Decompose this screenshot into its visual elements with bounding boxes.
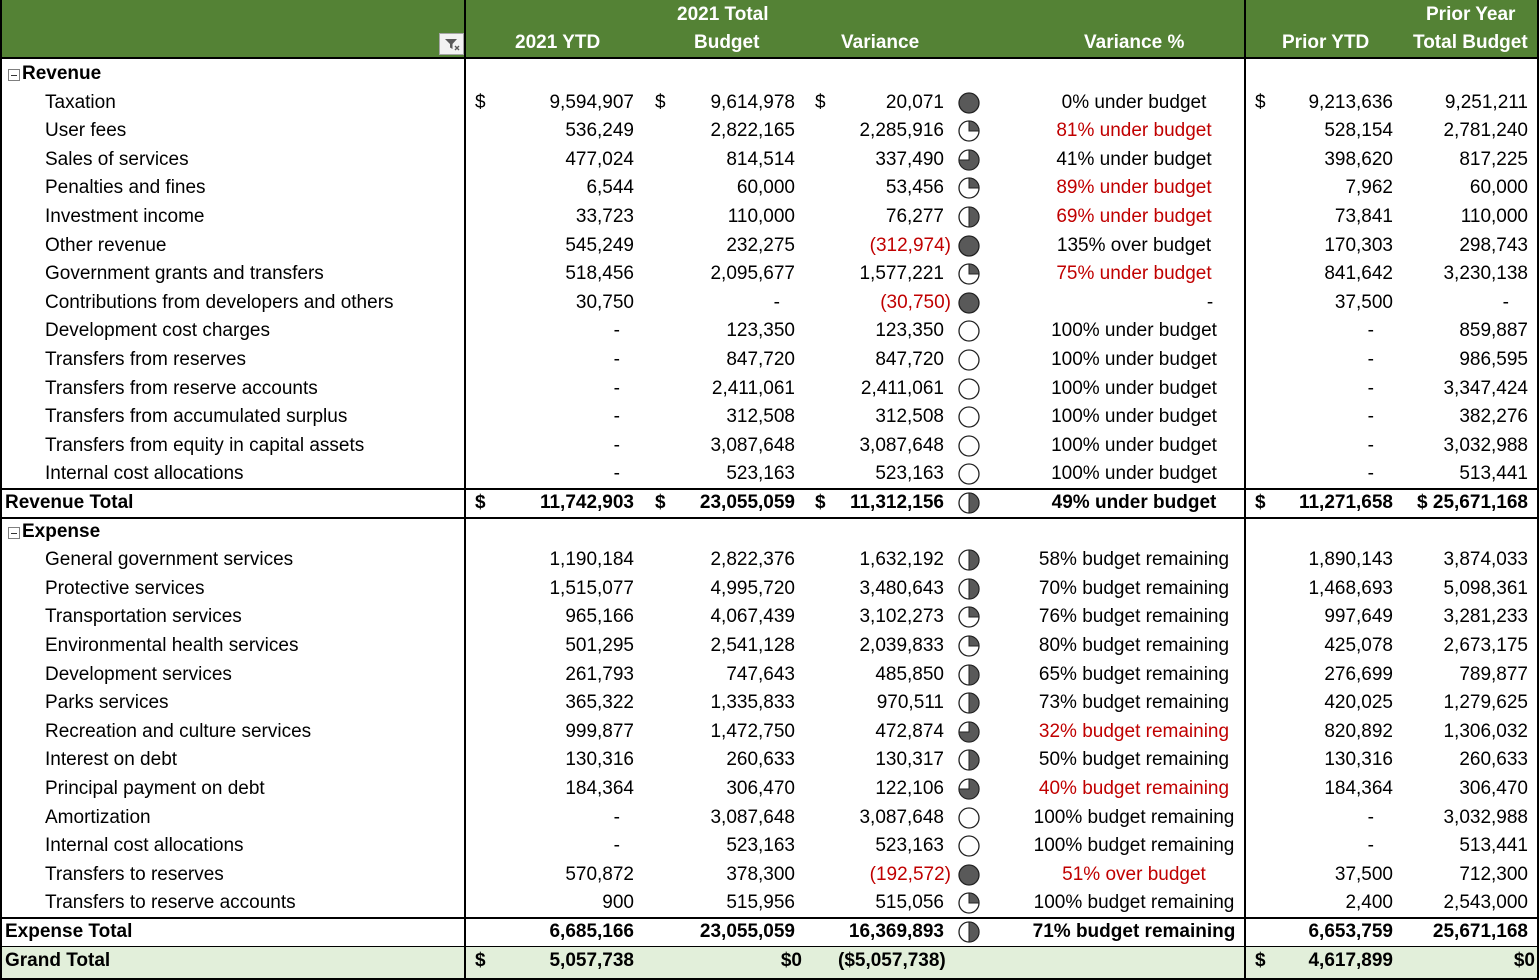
variance-pct-value[interactable]: 58% budget remaining	[1038, 549, 1230, 571]
ytd-value[interactable]: -	[613, 320, 620, 342]
header-budget[interactable]: Budget	[694, 32, 760, 53]
prior-budget-value[interactable]: 986,595	[1459, 349, 1528, 370]
column-border	[464, 0, 466, 980]
ytd-value[interactable]: 900	[602, 892, 634, 914]
variance-pie-icon	[958, 463, 980, 485]
variance-pie-icon	[958, 320, 980, 342]
prior-budget-value[interactable]: 25,671,168	[1432, 921, 1528, 942]
budget-value[interactable]: 1,472,750	[710, 720, 795, 742]
variance-value[interactable]: 970,511	[876, 692, 944, 714]
table-row[interactable]	[0, 174, 1539, 202]
row-label[interactable]: Principal payment on debt	[45, 778, 265, 799]
variance-pie-icon	[958, 721, 980, 743]
variance-value[interactable]: 337,490	[875, 148, 944, 170]
variance-value[interactable]: 3,087,648	[859, 806, 944, 828]
prior-budget-value[interactable]: 859,887	[1459, 320, 1528, 342]
variance-pie-icon	[958, 864, 980, 886]
budget-value[interactable]: 60,000	[736, 177, 795, 199]
row-label[interactable]: Transfers from equity in capital assets	[45, 434, 365, 456]
budget-value[interactable]: 260,633	[726, 749, 795, 771]
variance-value[interactable]: 1,577,221	[859, 263, 944, 285]
budget-value[interactable]: 2,095,677	[710, 263, 795, 285]
header-2021-ytd[interactable]: 2021 YTD	[515, 32, 601, 53]
ytd-value[interactable]: 965,166	[565, 606, 634, 628]
prior-ytd-value[interactable]: -	[1367, 806, 1374, 828]
prior-ytd-value[interactable]: 184,364	[1324, 778, 1393, 799]
variance-pct-value[interactable]: 75% under budget	[1056, 263, 1212, 285]
collapse-toggle-icon[interactable]	[8, 527, 20, 539]
prior-budget-value[interactable]: 1,306,032	[1443, 720, 1528, 742]
table-row[interactable]	[0, 203, 1539, 231]
variance-value[interactable]: 3,480,643	[859, 577, 944, 599]
budget-value[interactable]: 110,000	[727, 206, 795, 227]
prior-budget-value[interactable]: 3,874,033	[1443, 549, 1528, 571]
header-prior-year-top[interactable]: Prior Year	[1426, 4, 1516, 25]
variance-pie-icon	[958, 292, 980, 314]
variance-value[interactable]: 16,369,893	[848, 921, 944, 942]
variance-value[interactable]: 523,163	[875, 463, 944, 485]
total-label[interactable]: Expense Total	[5, 921, 133, 942]
table-row[interactable]	[0, 718, 1539, 746]
budget-value[interactable]: 2,822,165	[710, 120, 795, 142]
variance-value[interactable]: 3,087,648	[859, 434, 944, 456]
table-row[interactable]	[0, 346, 1539, 374]
currency-symbol: $	[475, 91, 486, 113]
table-row[interactable]	[0, 432, 1539, 460]
prior-ytd-value[interactable]: -	[1367, 377, 1374, 399]
row-label[interactable]: Amortization	[45, 806, 151, 828]
row-label[interactable]: Interest on debt	[45, 749, 178, 771]
table-row[interactable]	[0, 746, 1539, 774]
variance-value[interactable]: 11,312,156	[849, 492, 944, 513]
budget-value[interactable]: 814,514	[726, 148, 795, 170]
row-label[interactable]: Government grants and transfers	[45, 263, 324, 285]
variance-pct-value[interactable]: 80% budget remaining	[1038, 635, 1230, 656]
prior-ytd-value[interactable]: 820,892	[1324, 720, 1393, 742]
prior-ytd-value[interactable]: 1,468,693	[1308, 577, 1393, 599]
variance-pct-value[interactable]: 100% budget remaining	[1033, 806, 1235, 828]
table-row[interactable]	[0, 889, 1539, 917]
variance-pie-icon	[958, 177, 980, 199]
variance-value[interactable]: 523,163	[875, 835, 944, 857]
ytd-value[interactable]: 999,877	[565, 720, 634, 742]
table-row[interactable]	[0, 89, 1539, 117]
variance-pct-value[interactable]: -	[1206, 291, 1214, 313]
table-row[interactable]	[0, 632, 1539, 660]
prior-budget-value[interactable]: 298,743	[1459, 234, 1528, 256]
variance-value[interactable]: (192,572)	[869, 863, 951, 885]
prior-ytd-value[interactable]: 130,316	[1324, 749, 1393, 771]
budget-value[interactable]: 3,087,648	[710, 434, 795, 456]
variance-pct-value[interactable]: 49% under budget	[1051, 492, 1217, 513]
ytd-value[interactable]: 1,515,077	[549, 577, 634, 599]
budget-value[interactable]: -	[773, 291, 780, 313]
ytd-value[interactable]: -	[613, 434, 620, 456]
budget-value[interactable]: 747,643	[726, 663, 795, 685]
ytd-value[interactable]: -	[613, 835, 620, 857]
prior-budget-value[interactable]: 3,347,424	[1443, 377, 1528, 399]
prior-budget-value[interactable]: 60,000	[1469, 177, 1528, 199]
prior-budget-value[interactable]: 3,032,988	[1443, 434, 1528, 456]
table-row[interactable]	[0, 460, 1539, 488]
currency-symbol: $	[1255, 91, 1266, 113]
row-label[interactable]: Transfers from accumulated surplus	[45, 406, 348, 428]
ytd-value[interactable]: -	[613, 349, 620, 370]
table-row[interactable]	[0, 689, 1539, 717]
budget-value[interactable]: 523,163	[726, 835, 795, 857]
budget-value[interactable]: 2,541,128	[710, 635, 795, 656]
budget-value[interactable]: 232,275	[726, 234, 795, 256]
ytd-value[interactable]: 365,322	[565, 692, 634, 714]
section-header-revenue[interactable]	[0, 60, 1539, 88]
variance-pie-icon	[958, 263, 980, 285]
row-label[interactable]: Transfers from reserves	[45, 349, 246, 370]
currency-symbol: $	[815, 492, 826, 513]
prior-ytd-value[interactable]: 37,500	[1334, 863, 1393, 885]
prior-budget-value[interactable]: 5,098,361	[1443, 577, 1528, 599]
variance-pct-value[interactable]: 76% budget remaining	[1038, 606, 1230, 628]
row-label[interactable]: Development cost charges	[45, 320, 270, 342]
variance-pct-value[interactable]: 100% under budget	[1051, 377, 1217, 399]
ytd-value[interactable]: 501,295	[565, 635, 634, 656]
variance-pct-value[interactable]: 71% budget remaining	[1032, 921, 1236, 942]
table-row[interactable]	[0, 289, 1539, 317]
variance-pie-icon	[958, 835, 980, 857]
currency-symbol: $	[475, 492, 486, 513]
row-label[interactable]: Transfers from reserve accounts	[45, 377, 318, 399]
prior-budget-value[interactable]: 2,673,175	[1443, 635, 1528, 656]
currency-symbol: $	[1255, 949, 1266, 971]
variance-pie-icon	[958, 492, 980, 514]
ytd-value[interactable]: 477,024	[565, 148, 634, 170]
budget-value[interactable]: 3,087,648	[710, 806, 795, 828]
row-label[interactable]: Internal cost allocations	[45, 835, 244, 857]
variance-pie-icon	[958, 235, 980, 257]
table-row[interactable]	[0, 832, 1539, 860]
variance-pie-icon	[958, 549, 980, 571]
ytd-value[interactable]: -	[613, 806, 620, 828]
prior-ytd-value[interactable]: 420,025	[1324, 692, 1393, 714]
prior-ytd-value[interactable]: -	[1367, 349, 1374, 370]
variance-pct-value[interactable]: 89% under budget	[1056, 177, 1212, 199]
prior-ytd-value[interactable]: 7,962	[1345, 177, 1393, 199]
prior-ytd-value[interactable]: 997,649	[1324, 606, 1393, 628]
variance-pie-icon	[958, 606, 980, 628]
row-label[interactable]: Other revenue	[45, 234, 167, 256]
ytd-value[interactable]: -	[613, 377, 620, 399]
variance-pie-icon	[958, 807, 980, 829]
grand-total-row[interactable]	[0, 947, 1539, 980]
table-row[interactable]	[0, 317, 1539, 345]
currency-symbol: $	[655, 492, 666, 513]
prior-budget-value[interactable]: 789,877	[1459, 663, 1528, 685]
table-row[interactable]	[0, 146, 1539, 174]
variance-pct-value[interactable]: 81% under budget	[1056, 120, 1212, 142]
ytd-value[interactable]: 6,685,166	[549, 921, 634, 942]
variance-pie-icon	[958, 120, 980, 142]
variance-pie-icon	[958, 406, 980, 428]
variance-pie-icon	[958, 206, 980, 228]
section-label[interactable]: Revenue	[22, 63, 102, 84]
prior-ytd-value[interactable]: -	[1367, 835, 1374, 857]
row-label[interactable]: Investment income	[45, 206, 205, 227]
variance-value[interactable]: 130,317	[875, 749, 944, 771]
variance-pie-icon	[958, 778, 980, 800]
total-label[interactable]: Revenue Total	[5, 492, 134, 513]
budget-value[interactable]: 23,055,059	[699, 492, 795, 513]
row-label[interactable]: Recreation and culture services	[45, 720, 312, 742]
row-label[interactable]: Sales of services	[45, 148, 189, 170]
variance-value[interactable]: 485,850	[875, 663, 944, 685]
column-border	[0, 0, 2, 980]
row-label[interactable]: Penalties and fines	[45, 177, 206, 199]
prior-budget-value[interactable]: 712,300	[1459, 863, 1528, 885]
variance-pie-icon	[958, 578, 980, 600]
budget-value[interactable]: 515,956	[726, 892, 795, 914]
budget-value[interactable]: 9,614,978	[710, 91, 795, 113]
prior-ytd-value[interactable]: 1,890,143	[1308, 549, 1393, 571]
prior-ytd-value[interactable]: 73,841	[1334, 206, 1393, 227]
prior-budget-value[interactable]: 513,441	[1459, 463, 1528, 485]
variance-pct-value[interactable]: 100% under budget	[1051, 320, 1217, 342]
variance-value[interactable]: (30,750)	[880, 291, 951, 313]
ytd-value[interactable]: 30,750	[575, 291, 634, 313]
variance-pct-value[interactable]: 100% under budget	[1051, 434, 1217, 456]
table-row[interactable]	[0, 403, 1539, 431]
variance-pct-value[interactable]: 135% over budget	[1056, 234, 1212, 256]
ytd-value[interactable]: 9,594,907	[549, 91, 634, 113]
ytd-value[interactable]: -	[613, 463, 620, 485]
ytd-value[interactable]: 570,872	[565, 863, 634, 885]
variance-value[interactable]: 3,102,273	[859, 606, 944, 628]
variance-pct-value[interactable]: 70% budget remaining	[1038, 577, 1230, 599]
variance-value[interactable]: 76,277	[885, 206, 944, 227]
variance-pct-value[interactable]: 65% budget remaining	[1038, 663, 1230, 685]
currency-symbol: $	[655, 91, 666, 113]
header-border	[0, 57, 1539, 59]
header-variance[interactable]: Variance	[841, 32, 920, 53]
variance-value[interactable]: 2,039,833	[859, 635, 944, 656]
grand-total-label[interactable]: Grand Total	[5, 949, 111, 971]
prior-ytd-value[interactable]: 276,699	[1324, 663, 1393, 685]
ytd-value[interactable]: 545,249	[565, 234, 634, 256]
row-label[interactable]: Environmental health services	[45, 635, 299, 656]
variance-pct-value[interactable]: 51% over budget	[1062, 863, 1206, 885]
budget-value[interactable]: 312,508	[726, 406, 795, 428]
table-row[interactable]	[0, 804, 1539, 832]
budget-value[interactable]: 847,720	[726, 349, 795, 370]
variance-pct-value[interactable]: 100% budget remaining	[1033, 835, 1235, 857]
prior-budget-value[interactable]: 3,230,138	[1443, 263, 1528, 285]
variance-pct-value[interactable]: 32% budget remaining	[1038, 720, 1230, 742]
prior-budget-value[interactable]: 817,225	[1459, 148, 1528, 170]
prior-budget-value[interactable]: 260,633	[1459, 749, 1528, 771]
prior-budget-value[interactable]: 9,251,211	[1444, 91, 1528, 113]
ytd-value[interactable]: 536,249	[565, 120, 634, 142]
variance-value[interactable]: ($5,057,738)	[838, 949, 946, 971]
section-label[interactable]: Expense	[22, 520, 101, 542]
budget-value[interactable]: 23,055,059	[699, 921, 795, 942]
budget-value[interactable]: $0	[780, 949, 802, 971]
variance-pct-value[interactable]: 100% under budget	[1051, 406, 1217, 428]
prior-ytd-value[interactable]: 425,078	[1324, 635, 1393, 656]
variance-value[interactable]: 312,508	[875, 406, 944, 428]
ytd-value[interactable]: 5,057,738	[549, 949, 634, 971]
budget-value[interactable]: 1,335,833	[710, 692, 795, 714]
variance-pie-icon	[958, 692, 980, 714]
budget-value[interactable]: 4,995,720	[710, 577, 795, 599]
variance-value[interactable]: 2,285,916	[859, 120, 944, 142]
prior-ytd-value[interactable]: 37,500	[1334, 291, 1393, 313]
variance-pct-value[interactable]: 100% under budget	[1051, 349, 1217, 370]
filter-icon	[440, 34, 463, 54]
variance-pct-value[interactable]: 69% under budget	[1056, 206, 1212, 227]
table-row[interactable]	[0, 861, 1539, 889]
variance-value[interactable]: 847,720	[875, 349, 944, 370]
prior-ytd-value[interactable]: -	[1367, 406, 1374, 428]
prior-budget-value[interactable]: 306,470	[1459, 778, 1528, 799]
row-label[interactable]: Development services	[45, 663, 232, 685]
variance-value[interactable]: (312,974)	[869, 234, 951, 256]
prior-budget-value[interactable]: $0	[1513, 949, 1535, 971]
row-label[interactable]: Transfers to reserve accounts	[45, 892, 296, 914]
variance-pie-icon	[958, 664, 980, 686]
variance-pct-value[interactable]: 73% budget remaining	[1038, 692, 1230, 714]
prior-budget-value[interactable]: 2,543,000	[1443, 892, 1528, 914]
variance-pct-value[interactable]: 100% under budget	[1051, 463, 1217, 485]
budget-value[interactable]: 123,350	[726, 320, 795, 342]
prior-ytd-value[interactable]: 6,653,759	[1308, 921, 1393, 942]
table-row[interactable]	[0, 232, 1539, 260]
variance-pie-icon	[958, 635, 980, 657]
prior-budget-value[interactable]: 382,276	[1459, 406, 1528, 428]
table-row[interactable]	[0, 661, 1539, 689]
variance-value[interactable]: 20,071	[885, 91, 944, 113]
prior-ytd-value[interactable]: 2,400	[1345, 892, 1393, 914]
variance-pie-icon	[958, 435, 980, 457]
header-2021-total-top[interactable]: 2021 Total	[677, 4, 769, 25]
collapse-toggle-icon[interactable]	[8, 69, 20, 81]
prior-budget-value[interactable]: 1,279,625	[1443, 692, 1528, 714]
currency-symbol: $	[1255, 492, 1266, 513]
ytd-value[interactable]: 261,793	[565, 663, 634, 685]
row-label[interactable]: Parks services	[45, 692, 169, 714]
variance-pct-value[interactable]: 100% budget remaining	[1033, 892, 1235, 914]
row-label[interactable]: Contributions from developers and others	[45, 291, 394, 313]
row-label[interactable]: Transportation services	[45, 606, 242, 628]
ytd-value[interactable]: 6,544	[586, 177, 634, 199]
prior-ytd-value[interactable]: 4,617,899	[1308, 949, 1393, 971]
table-row[interactable]	[0, 603, 1539, 631]
column-border	[1244, 0, 1246, 980]
prior-budget-value[interactable]: -	[1502, 291, 1509, 313]
row-label[interactable]: Taxation	[45, 91, 116, 113]
ytd-value[interactable]: 184,364	[565, 778, 634, 799]
variance-pie-icon	[958, 892, 980, 914]
prior-ytd-value[interactable]: -	[1367, 434, 1374, 456]
ytd-value[interactable]: 1,190,184	[549, 549, 634, 571]
table-row[interactable]	[0, 117, 1539, 145]
budget-value[interactable]: 4,067,439	[710, 606, 795, 628]
variance-pie-icon	[958, 749, 980, 771]
ytd-value[interactable]: 11,742,903	[539, 492, 634, 513]
variance-pie-icon	[958, 921, 980, 943]
prior-ytd-value[interactable]: 528,154	[1324, 120, 1393, 142]
table-row[interactable]	[0, 375, 1539, 403]
table-row[interactable]	[0, 546, 1539, 574]
variance-pie-icon	[958, 378, 980, 400]
prior-ytd-value[interactable]: -	[1367, 320, 1374, 342]
variance-value[interactable]: 122,106	[875, 778, 944, 799]
variance-value[interactable]: 472,874	[875, 720, 944, 742]
variance-pie-icon	[958, 92, 980, 114]
ytd-value[interactable]: 130,316	[565, 749, 634, 771]
prior-ytd-value[interactable]: -	[1367, 463, 1374, 485]
prior-budget-value[interactable]: 3,281,233	[1443, 606, 1528, 628]
budget-value[interactable]: 2,822,376	[710, 549, 795, 571]
row-label[interactable]: User fees	[45, 120, 127, 142]
ytd-value[interactable]: 518,456	[565, 263, 634, 285]
row-label[interactable]: Transfers to reserves	[45, 863, 224, 885]
variance-pct-value[interactable]: 0% under budget	[1061, 91, 1207, 113]
variance-value[interactable]: 2,411,061	[860, 377, 944, 399]
total-row[interactable]	[0, 489, 1539, 517]
header-prior-ytd[interactable]: Prior YTD	[1282, 32, 1370, 53]
prior-ytd-value[interactable]: 398,620	[1324, 148, 1393, 170]
currency-symbol: $	[475, 949, 486, 971]
prior-budget-value[interactable]: $ 25,671,168	[1417, 492, 1528, 513]
row-label[interactable]: Internal cost allocations	[45, 463, 244, 485]
budget-value[interactable]: 378,300	[726, 863, 795, 885]
section-header-expense[interactable]	[0, 518, 1539, 546]
budget-value[interactable]: 523,163	[726, 463, 795, 485]
budget-value[interactable]: 306,470	[726, 778, 795, 799]
variance-value[interactable]: 53,456	[885, 177, 944, 199]
prior-budget-value[interactable]: 110,000	[1460, 206, 1528, 227]
header-prior-total-budget[interactable]: Total Budget	[1413, 32, 1528, 53]
variance-value[interactable]: 515,056	[875, 892, 944, 914]
variance-pie-icon	[958, 349, 980, 371]
ytd-value[interactable]: 33,723	[575, 206, 634, 227]
variance-pct-value[interactable]: 40% budget remaining	[1038, 778, 1230, 799]
budget-value[interactable]: 2,411,061	[711, 377, 795, 399]
variance-pct-value[interactable]: 41% under budget	[1056, 148, 1212, 170]
total-row[interactable]	[0, 918, 1539, 946]
prior-ytd-value[interactable]: 9,213,636	[1308, 91, 1393, 113]
prior-budget-value[interactable]: 3,032,988	[1443, 806, 1528, 828]
variance-value[interactable]: 123,350	[875, 320, 944, 342]
prior-budget-value[interactable]: 513,441	[1459, 835, 1528, 857]
variance-pct-value[interactable]: 50% budget remaining	[1038, 749, 1230, 771]
prior-budget-value[interactable]: 2,781,240	[1443, 120, 1528, 142]
prior-ytd-value[interactable]: 170,303	[1324, 234, 1393, 256]
variance-pie-icon	[958, 149, 980, 171]
currency-symbol: $	[815, 91, 826, 113]
prior-ytd-value[interactable]: 11,271,658	[1298, 492, 1393, 513]
row-label[interactable]: Protective services	[45, 577, 205, 599]
variance-value[interactable]: 1,632,192	[859, 549, 944, 571]
table-row[interactable]	[0, 575, 1539, 603]
prior-ytd-value[interactable]: 841,642	[1324, 263, 1393, 285]
ytd-value[interactable]: -	[613, 406, 620, 428]
table-row[interactable]	[0, 260, 1539, 288]
row-label[interactable]: General government services	[45, 549, 294, 571]
filter-dropdown-button[interactable]	[439, 33, 464, 55]
header-variance-pct[interactable]: Variance %	[1084, 32, 1185, 53]
table-row[interactable]	[0, 775, 1539, 803]
